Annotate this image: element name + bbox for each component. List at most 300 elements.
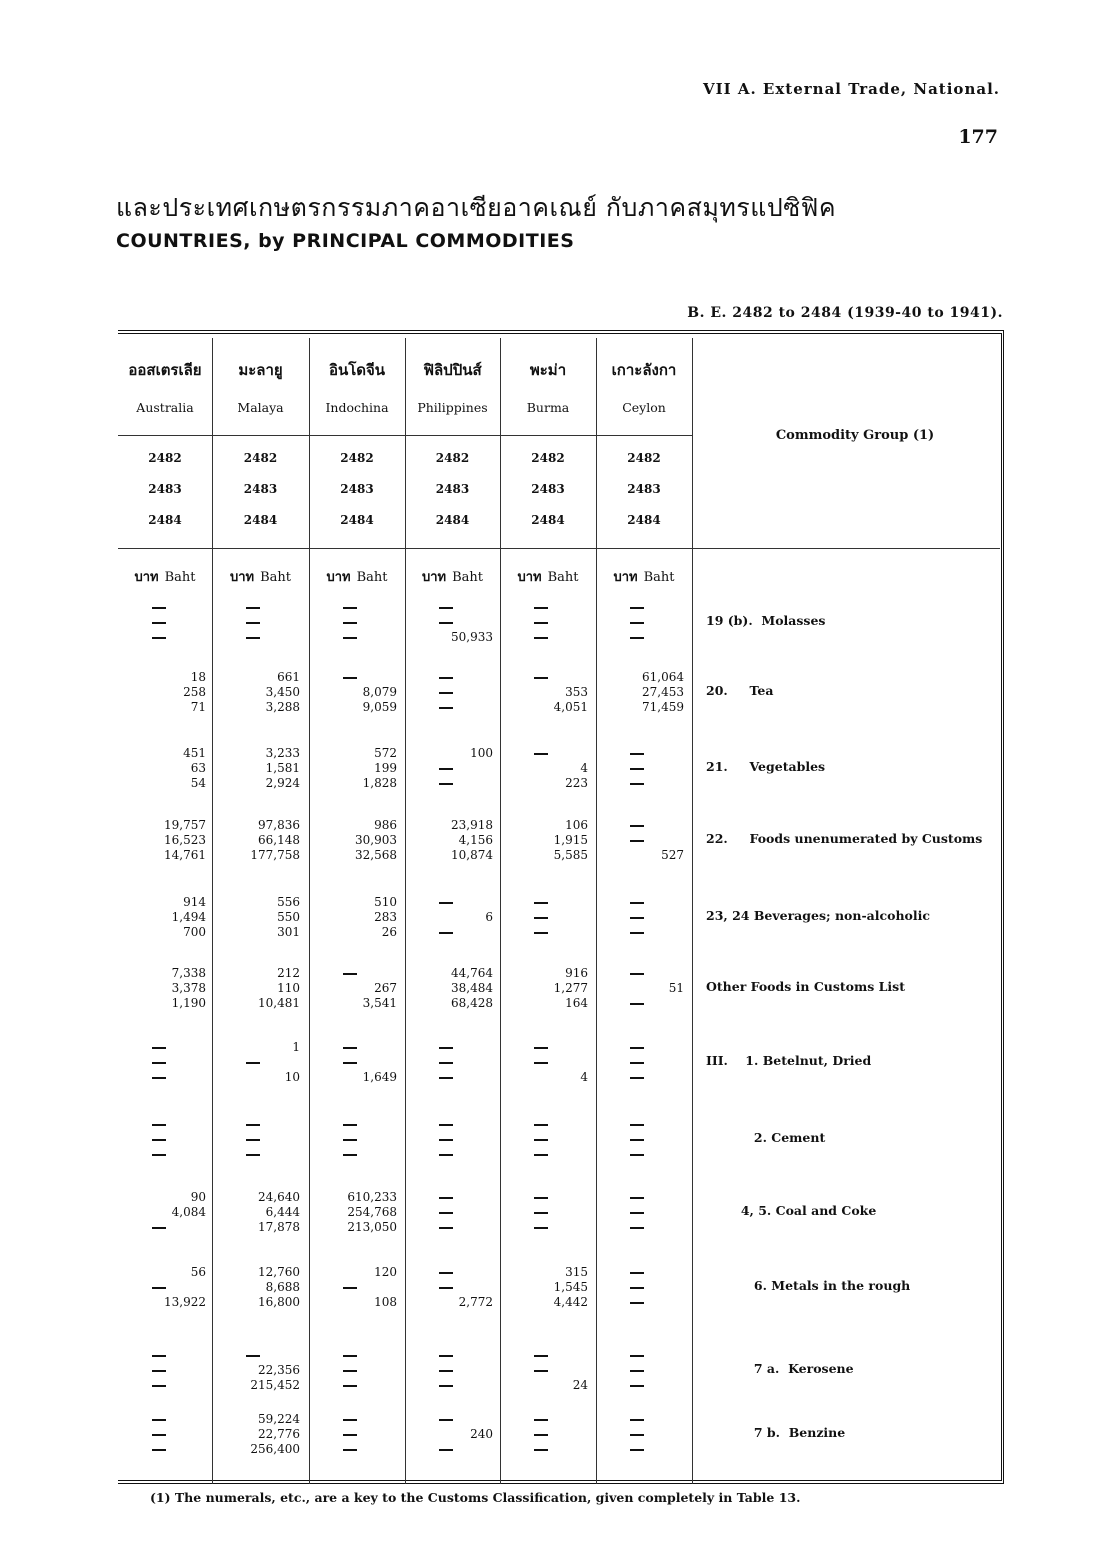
cell-value: [124, 1348, 206, 1363]
cell-value: [506, 925, 588, 940]
dash-mark: [630, 973, 644, 975]
year-list: [212, 443, 309, 536]
cell-value: 16,523: [164, 833, 206, 847]
dash-mark: [439, 1370, 453, 1372]
cell-value: 283: [374, 910, 397, 924]
cell-value: [124, 1412, 206, 1427]
cell-value: 32,568: [355, 848, 397, 862]
column-header-english: Philippines: [417, 400, 488, 415]
dash-mark: [152, 622, 166, 624]
table-cell: [411, 1265, 493, 1310]
cell-value: [411, 1412, 493, 1427]
dash-mark: [152, 637, 166, 639]
cell-value: 240: [470, 1427, 493, 1441]
table-cell: [602, 1265, 684, 1310]
cell-value: [315, 1363, 397, 1378]
dash-mark: [343, 973, 357, 975]
cell-value: [602, 761, 684, 776]
column-header-english: Burma: [526, 400, 570, 415]
year-label: 2482: [531, 451, 565, 465]
year-label: 2482: [627, 451, 661, 465]
dash-mark: [630, 1139, 644, 1141]
cell-value: 8,688: [265, 1280, 300, 1294]
cell-value: [124, 600, 206, 615]
cell-value: 916: [565, 966, 588, 980]
cell-value: [602, 1348, 684, 1363]
commodity-label: 2. Cement: [706, 1130, 826, 1145]
dash-mark: [246, 1062, 260, 1064]
cell-value: [602, 600, 684, 615]
unit-label: [596, 566, 692, 587]
table-cell: [218, 818, 300, 863]
table-cell: [218, 1190, 300, 1235]
dash-mark: [152, 1139, 166, 1141]
cell-value: [602, 1147, 684, 1162]
cell-value: [411, 1205, 493, 1220]
column-header-australia: [118, 338, 212, 415]
dash-mark: [630, 1077, 644, 1079]
cell-value: [602, 1265, 684, 1280]
cell-value: [124, 1070, 206, 1085]
dash-mark: [630, 1003, 644, 1005]
dash-mark: [343, 1419, 357, 1421]
cell-value: [411, 1378, 493, 1393]
cell-value: [506, 1220, 588, 1235]
cell-value: [315, 1147, 397, 1162]
dash-mark: [152, 1355, 166, 1357]
dash-mark: [152, 1434, 166, 1436]
cell-value: [124, 1117, 206, 1132]
table-cell: [411, 1412, 493, 1457]
cell-value: 1,190: [171, 996, 206, 1010]
cell-value: 50,933: [451, 630, 493, 644]
dash-mark: [630, 840, 644, 842]
unit-english: Baht: [643, 570, 675, 585]
dash-mark: [246, 1355, 260, 1357]
table-cell: [602, 895, 684, 940]
cell-value: [506, 1427, 588, 1442]
table-cell: [411, 1348, 493, 1393]
table-cell: [315, 1117, 397, 1162]
dash-mark: [343, 1370, 357, 1372]
dash-mark: [439, 1077, 453, 1079]
cell-value: [602, 776, 684, 791]
table-cell: [315, 1190, 397, 1235]
dash-mark: [630, 1047, 644, 1049]
dash-mark: [630, 637, 644, 639]
year-label: 2482: [435, 451, 470, 465]
cell-value: 4,442: [553, 1295, 588, 1309]
cell-value: [218, 615, 300, 630]
dash-mark: [630, 1355, 644, 1357]
column-header-malaya: [212, 338, 309, 415]
cell-value: [124, 1427, 206, 1442]
cell-value: [218, 1147, 300, 1162]
cell-value: [315, 1117, 397, 1132]
dash-mark: [343, 1287, 357, 1289]
cell-value: [411, 600, 493, 615]
dash-mark: [534, 637, 548, 639]
cell-value: [411, 1147, 493, 1162]
cell-value: 1,915: [553, 833, 588, 847]
cell-value: [602, 1220, 684, 1235]
dash-mark: [630, 902, 644, 904]
dash-mark: [534, 1370, 548, 1372]
cell-value: [124, 1055, 206, 1070]
cell-value: [124, 1280, 206, 1295]
cell-value: [315, 670, 397, 685]
dash-mark: [534, 622, 548, 624]
cell-value: 700: [183, 925, 206, 939]
cell-value: [124, 630, 206, 645]
cell-value: 8,079: [362, 685, 397, 699]
table-cell: [602, 1190, 684, 1235]
cell-value: 10,481: [258, 996, 300, 1010]
dash-mark: [534, 1139, 548, 1141]
dash-mark: [246, 1154, 260, 1156]
commodity-label: 23, 24 Beverages; non-alcoholic: [706, 908, 930, 923]
dash-mark: [152, 607, 166, 609]
dash-mark: [630, 917, 644, 919]
cell-value: [602, 1117, 684, 1132]
table-cell: [411, 1117, 493, 1162]
cell-value: 71,459: [642, 700, 684, 714]
table-cell: [218, 1117, 300, 1162]
dash-mark: [534, 1124, 548, 1126]
table-cell: [124, 1265, 206, 1310]
dash-mark: [439, 1385, 453, 1387]
dash-mark: [246, 622, 260, 624]
dash-mark: [534, 677, 548, 679]
cell-value: [124, 1220, 206, 1235]
cell-value: 661: [277, 670, 300, 684]
cell-value: [602, 895, 684, 910]
table-cell: [124, 1348, 206, 1393]
cell-value: [506, 1132, 588, 1147]
table-cell: [218, 600, 300, 645]
cell-value: [411, 1220, 493, 1235]
table-cell: [315, 818, 397, 863]
dash-mark: [630, 1124, 644, 1126]
cell-value: [602, 1295, 684, 1310]
cell-value: [124, 1147, 206, 1162]
dash-mark: [439, 932, 453, 934]
cell-value: 7,338: [171, 966, 206, 980]
column-header-english: Indochina: [325, 400, 389, 415]
cell-value: [602, 1190, 684, 1205]
cell-value: 2,772: [458, 1295, 493, 1309]
cell-value: [411, 1055, 493, 1070]
cell-value: [315, 1427, 397, 1442]
dash-mark: [439, 768, 453, 770]
dash-mark: [630, 1212, 644, 1214]
cell-value: [506, 910, 588, 925]
cell-value: 510: [374, 895, 397, 909]
column-header-burma: [500, 338, 596, 415]
dash-mark: [343, 1062, 357, 1064]
dash-mark: [439, 622, 453, 624]
table-cell: [506, 746, 588, 791]
title-thai: และประเทศเกษตรกรรมภาคอาเซียอาคเณย์ กับภาคสมุทรแปซิฟิค: [116, 193, 837, 222]
dash-mark: [630, 1449, 644, 1451]
cell-value: 61,064: [642, 670, 684, 684]
table-cell: [124, 818, 206, 863]
cell-value: [411, 615, 493, 630]
cell-value: 177,758: [250, 848, 300, 862]
cell-value: [124, 1040, 206, 1055]
cell-value: 12,760: [258, 1265, 300, 1279]
year-label: 2483: [435, 482, 470, 496]
unit-label: [309, 566, 405, 587]
dash-mark: [630, 622, 644, 624]
cell-value: 51: [668, 981, 684, 995]
cell-value: 199: [374, 761, 397, 775]
table-cell: [602, 818, 684, 863]
table-cell: [602, 1412, 684, 1457]
cell-value: 527: [661, 848, 684, 862]
cell-value: [218, 1055, 300, 1070]
dash-mark: [630, 1197, 644, 1199]
dash-mark: [534, 1449, 548, 1451]
dash-mark: [439, 1419, 453, 1421]
cell-value: [218, 1348, 300, 1363]
year-list: [596, 443, 692, 536]
cell-value: 4,051: [553, 700, 588, 714]
dash-mark: [343, 1449, 357, 1451]
dash-mark: [534, 902, 548, 904]
title-english: COUNTRIES, by PRINCIPAL COMMODITIES: [116, 230, 575, 252]
year-list: [405, 443, 500, 536]
cell-value: 4,156: [458, 833, 493, 847]
cell-value: 18: [190, 670, 206, 684]
cell-value: [602, 1040, 684, 1055]
dash-mark: [343, 1154, 357, 1156]
dash-mark: [439, 707, 453, 709]
table-cell: [218, 1348, 300, 1393]
table-cell: [124, 1190, 206, 1235]
dash-mark: [439, 1287, 453, 1289]
cell-value: [411, 776, 493, 791]
dash-mark: [439, 607, 453, 609]
dash-mark: [439, 1197, 453, 1199]
dash-mark: [343, 607, 357, 609]
section-header: VII A. External Trade, National.: [702, 80, 1000, 98]
cell-value: 3,233: [265, 746, 300, 760]
dash-mark: [439, 692, 453, 694]
cell-value: [411, 1363, 493, 1378]
cell-value: 3,288: [265, 700, 300, 714]
cell-value: [506, 1055, 588, 1070]
dash-mark: [152, 1062, 166, 1064]
year-label: 2484: [148, 513, 182, 527]
cell-value: 3,541: [362, 996, 397, 1010]
cell-value: [411, 895, 493, 910]
table-cell: [218, 746, 300, 791]
cell-value: [315, 1280, 397, 1295]
cell-value: 14,761: [164, 848, 206, 862]
dash-mark: [343, 622, 357, 624]
cell-value: [411, 925, 493, 940]
column-header-thai: เกาะลังกา: [611, 361, 677, 379]
cell-value: [506, 1205, 588, 1220]
dash-mark: [534, 1419, 548, 1421]
cell-value: 213,050: [347, 1220, 397, 1234]
table-cell: [218, 966, 300, 1011]
table-cell: [506, 1265, 588, 1310]
cell-value: 120: [374, 1265, 397, 1279]
dash-mark: [630, 1227, 644, 1229]
cell-value: [602, 925, 684, 940]
cell-value: [506, 670, 588, 685]
dash-mark: [152, 1449, 166, 1451]
cell-value: 223: [565, 776, 588, 790]
cell-value: [411, 700, 493, 715]
table-cell: [506, 1040, 588, 1085]
cell-value: 54: [190, 776, 206, 790]
dash-mark: [439, 1355, 453, 1357]
cell-value: 986: [374, 818, 397, 832]
cell-value: [411, 1348, 493, 1363]
unit-english: Baht: [164, 570, 196, 585]
cell-value: [602, 1412, 684, 1427]
cell-value: 6,444: [265, 1205, 300, 1219]
dash-mark: [630, 1434, 644, 1436]
unit-english: Baht: [452, 570, 484, 585]
cell-value: 572: [374, 746, 397, 760]
dash-mark: [152, 1419, 166, 1421]
dash-mark: [343, 1124, 357, 1126]
table-cell: [411, 1190, 493, 1235]
column-header-thai: มะลายู: [238, 361, 283, 379]
cell-value: [411, 685, 493, 700]
year-label: 2483: [531, 482, 565, 496]
dash-mark: [439, 1124, 453, 1126]
cell-value: [602, 1427, 684, 1442]
cell-value: [411, 1132, 493, 1147]
year-label: 2482: [148, 451, 182, 465]
cell-value: [602, 818, 684, 833]
column-header-thai: ฟิลิปปินส์: [423, 361, 482, 379]
table-cell: [124, 1117, 206, 1162]
commodity-label: 19 (b). Molasses: [706, 613, 826, 628]
dash-mark: [630, 607, 644, 609]
table-cell: [602, 670, 684, 715]
unit-thai: บาท: [421, 570, 447, 585]
cell-value: 16,800: [258, 1295, 300, 1309]
cell-value: [602, 1055, 684, 1070]
cell-value: [411, 1070, 493, 1085]
cell-value: 5,585: [553, 848, 588, 862]
dash-mark: [534, 1062, 548, 1064]
dash-mark: [343, 1047, 357, 1049]
commodity-label: 22. Foods unenumerated by Customs: [706, 831, 983, 846]
cell-value: [218, 1117, 300, 1132]
cell-value: [411, 670, 493, 685]
dash-mark: [630, 768, 644, 770]
column-header-philippines: [405, 338, 500, 415]
dash-mark: [439, 1449, 453, 1451]
dash-mark: [439, 1062, 453, 1064]
dash-mark: [152, 1124, 166, 1126]
dash-mark: [439, 1047, 453, 1049]
table-cell: [602, 966, 684, 1011]
cell-value: [315, 1442, 397, 1457]
cell-value: [506, 895, 588, 910]
dash-mark: [630, 1287, 644, 1289]
year-label: 2483: [340, 482, 374, 496]
dash-mark: [439, 783, 453, 785]
cell-value: [218, 630, 300, 645]
cell-value: [602, 1205, 684, 1220]
cell-value: 97,836: [258, 818, 300, 832]
dash-mark: [534, 1212, 548, 1214]
cell-value: [602, 1070, 684, 1085]
unit-thai: บาท: [326, 570, 351, 585]
year-label: 2484: [531, 513, 565, 527]
page-number: 177: [958, 126, 998, 148]
cell-value: 1: [292, 1040, 300, 1054]
cell-value: 56: [190, 1265, 206, 1279]
cell-value: [602, 1442, 684, 1457]
dash-mark: [630, 1370, 644, 1372]
dash-mark: [152, 1227, 166, 1229]
commodity-label: 7 a. Kerosene: [706, 1361, 854, 1376]
cell-value: [506, 1117, 588, 1132]
dash-mark: [152, 1385, 166, 1387]
cell-value: 1,649: [362, 1070, 397, 1084]
unit-label: [212, 566, 309, 587]
dash-mark: [152, 1154, 166, 1156]
table-cell: [411, 818, 493, 863]
dash-mark: [246, 1139, 260, 1141]
cell-value: 451: [183, 746, 206, 760]
cell-value: [602, 833, 684, 848]
cell-value: 90: [190, 1190, 206, 1204]
dash-mark: [343, 1139, 357, 1141]
table-cell: [602, 1040, 684, 1085]
table-cell: [315, 1348, 397, 1393]
table-cell: [602, 1348, 684, 1393]
dash-mark: [630, 1272, 644, 1274]
cell-value: [602, 966, 684, 981]
cell-value: 10: [284, 1070, 300, 1084]
column-header-indochina: [309, 338, 405, 415]
cell-value: 24: [572, 1378, 588, 1392]
cell-value: [124, 1442, 206, 1457]
cell-value: 2,924: [265, 776, 300, 790]
cell-value: 66,148: [258, 833, 300, 847]
column-header-english: Malaya: [237, 400, 284, 415]
cell-value: [218, 600, 300, 615]
row-divider: [118, 435, 692, 436]
cell-value: [124, 1132, 206, 1147]
table-cell: [124, 670, 206, 715]
table-cell: [315, 1412, 397, 1457]
cell-value: [506, 1442, 588, 1457]
table-cell: [315, 966, 397, 1011]
column-header-thai: ออสเตรเลีย: [128, 361, 202, 379]
cell-value: 1,277: [553, 981, 588, 995]
table-cell: [315, 1040, 397, 1085]
cell-value: [315, 1348, 397, 1363]
cell-value: 258: [183, 685, 206, 699]
cell-value: 3,378: [171, 981, 206, 995]
cell-value: 1,494: [171, 910, 206, 924]
footnote: (1) The numerals, etc., are a key to the Customs Classification, given completely in Table 13.: [150, 1490, 801, 1505]
commodity-label: 7 b. Benzine: [706, 1425, 846, 1440]
cell-value: 71: [190, 700, 206, 714]
dash-mark: [630, 1062, 644, 1064]
